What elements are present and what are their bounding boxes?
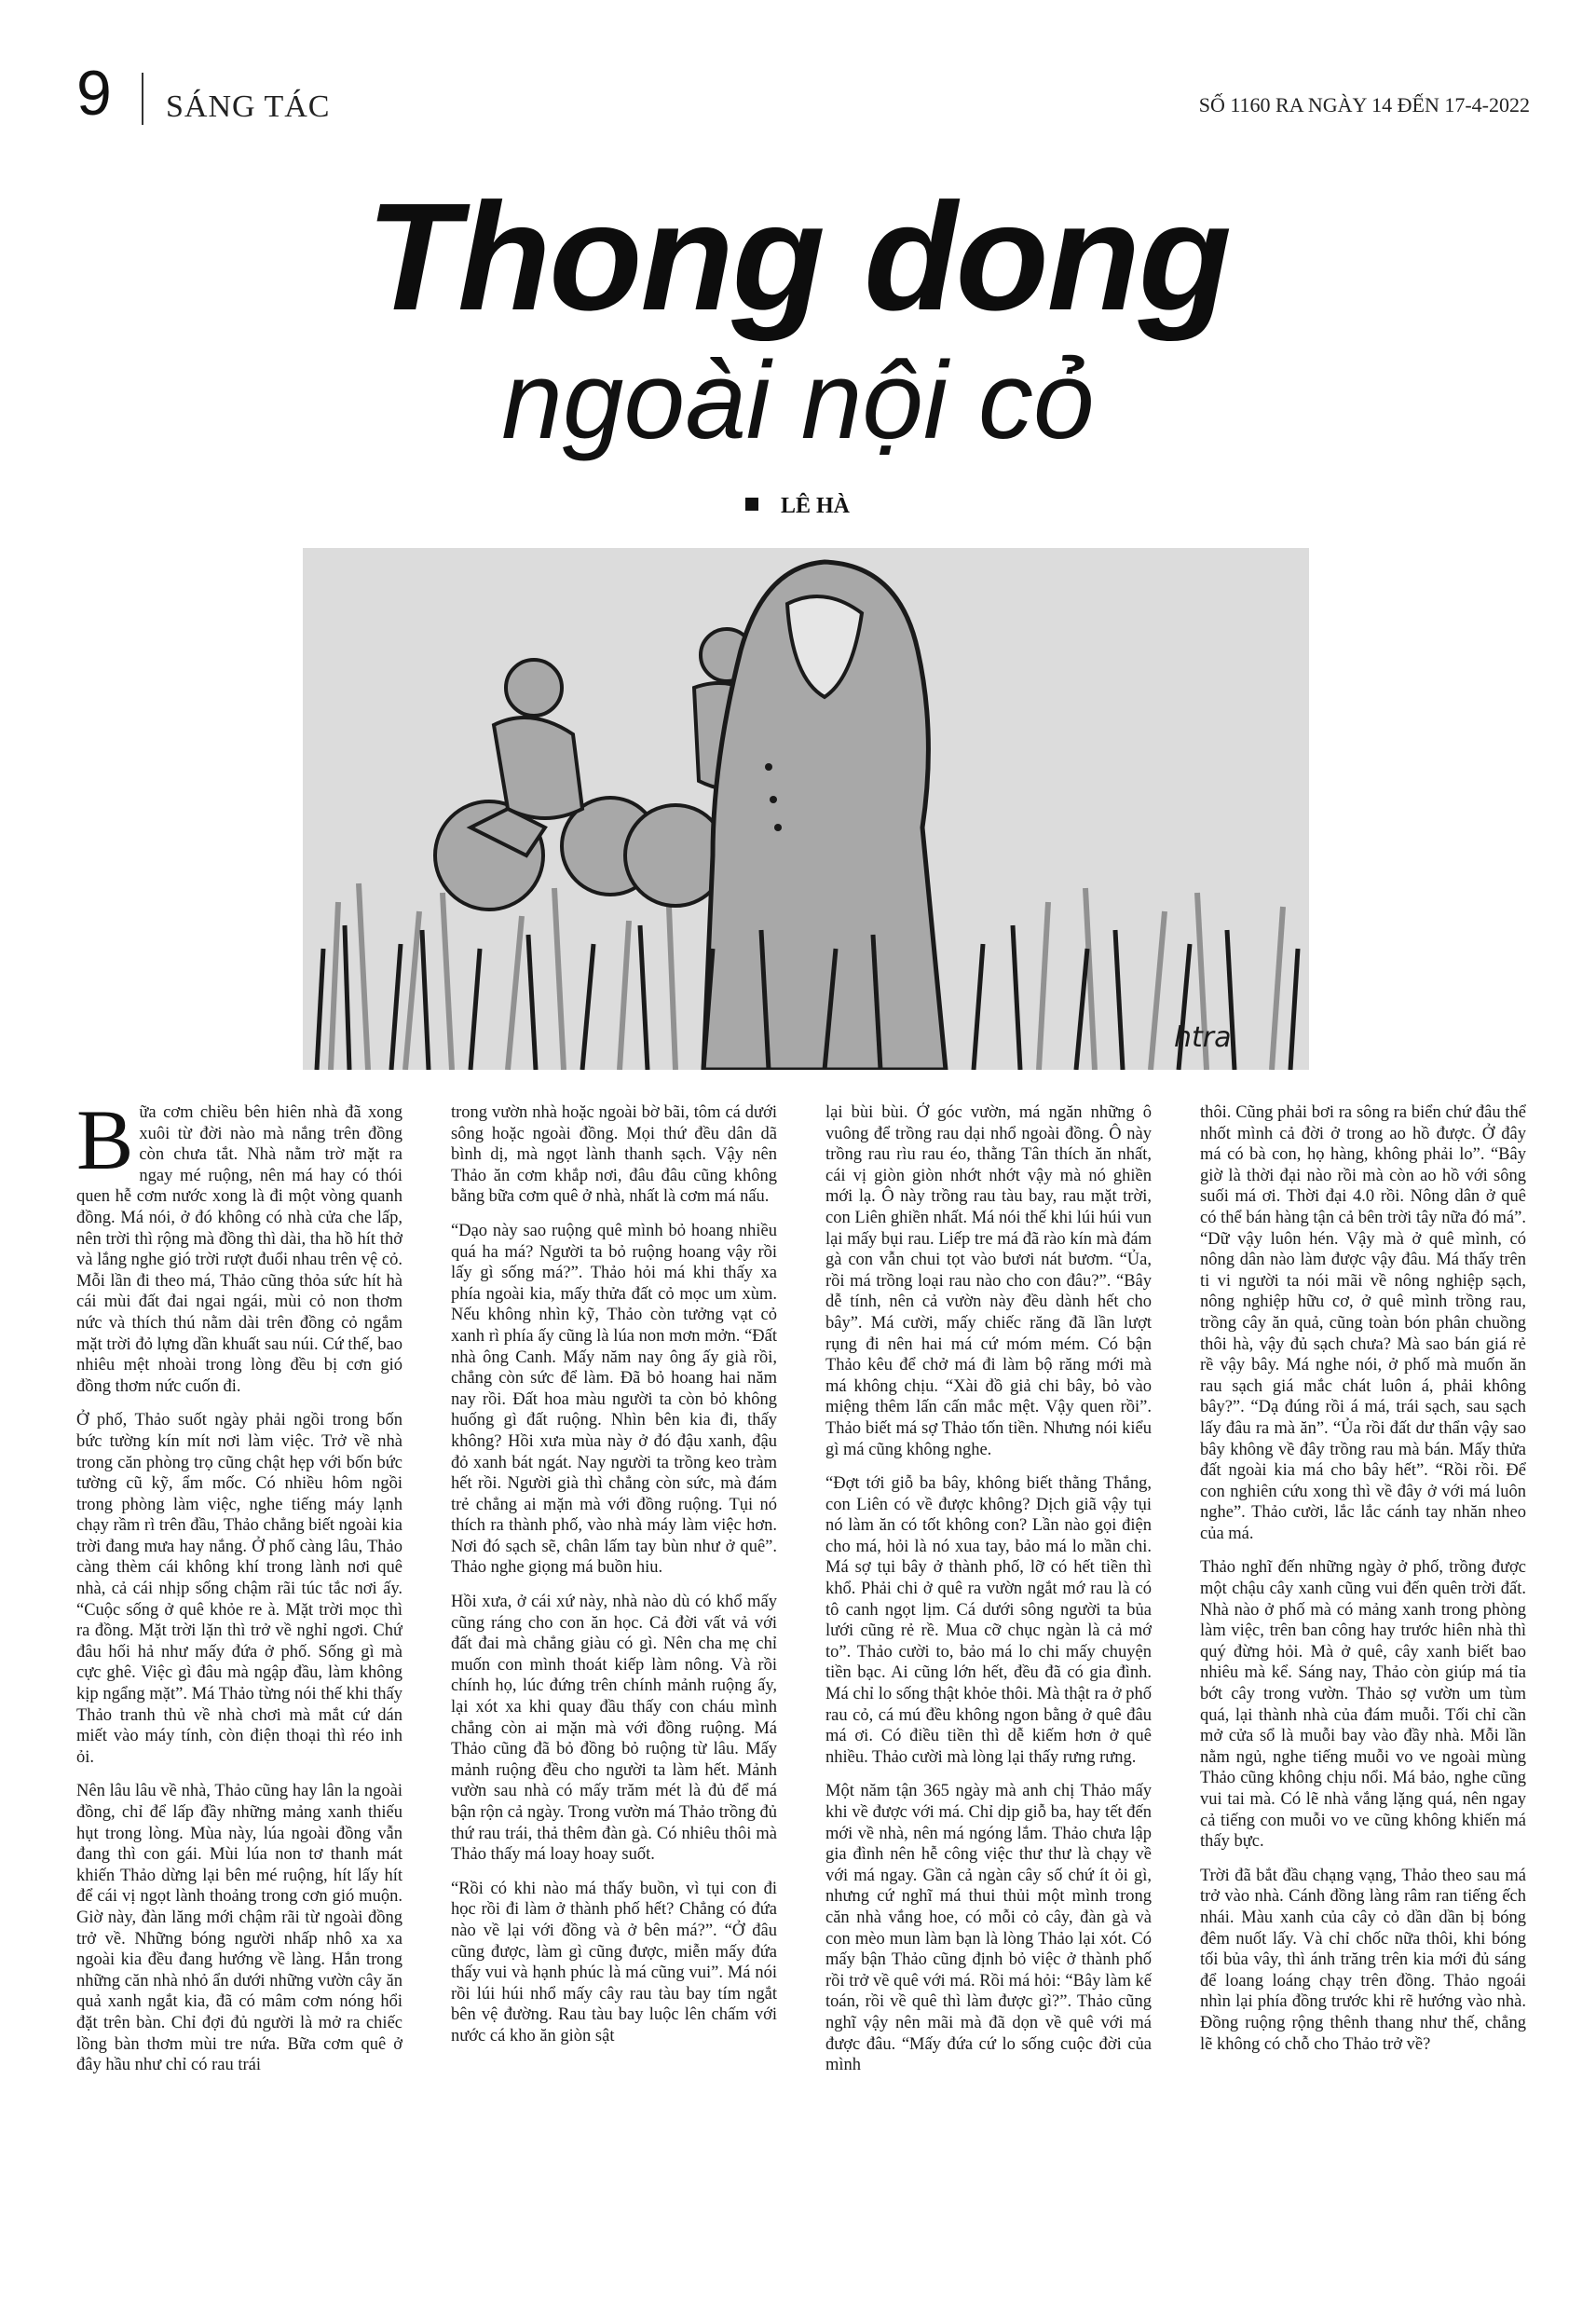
article-paragraph: Trời đã bắt đầu chạng vạng, Thảo theo sau má trở vào nhà. Cánh đồng làng râm ran tiếng ếch nhái. Màu xanh của cây cỏ dần dần bị bóng đêm nuốt lấy. Và chỉ chốc nữa thôi, khi bóng tối bủa vây, thì ánh trăng trên kia mới đủ sáng để loang loáng chạy trên đồng. Thảo ngoái nhìn lại phía đồng trước khi rẽ hướng vào nhà. Đồng ruộng rộng thênh thang như thế, chẳng lẽ không có chỗ cho Thảo trở về?	[1200, 1866, 1526, 2054]
page-header	[76, 56, 1530, 140]
article-paragraph: Thảo nghĩ đến những ngày ở phố, trồng được một chậu cây xanh cũng vui đến quên trời đất. Nhà nào ở phố mà có mảng xanh trong phòng làm việc, trên ban công hay trước hiên nhà thì quý đừng hỏi. Mà ở quê, cây xanh biết bao nhiêu mà kể. Sáng nay, Thảo còn giúp má tỉa bớt cây trong vườn. Thảo sợ vườn um tùm quá, lại thành nhà của đám muỗi. Tối chỉ cần mở cửa sổ là muỗi bay vào đầy nhà. Mỗi lần nằm ngủ, nghe tiếng muỗi vo ve ngoài mùng Thảo cũng không chịu nổi. Má bảo, nghe cũng vui tai mà. Có lẽ nhà vắng lặng quá, nên ngay cả tiếng con muỗi vo ve cũng không khiến má thấy bực.	[1200, 1558, 1526, 1852]
article-paragraph: “Đợt tới giỗ ba bây, không biết thằng Thắng, con Liên có về được không? Dịch giã vậy tụi nó làm ăn có tốt không con? Lần nào gọi điện cho má, hỏi là nó xua tay, bảo má lo mần chi. Má sợ tụi bây ở thành phố, lỡ có hết tiền thì khổ. Phải chi ở quê ra vườn ngắt mớ rau là có tô canh ngọt lịm. Cá dưới sông người ta bủa lưới cũng rẻ rề. Mua cỡ chục ngàn là cả mớ to”. Thảo cười to, bảo má lo chi mấy chuyện tiền bạc. Ai cũng lớn hết, đều đã có gia đình. Má chỉ lo sống thật khỏe thôi. Mà thật ra ở phố rau cỏ, cá mú đều không ngon bằng ở quê đâu má ơi. Có điều tiền thì dễ kiếm hơn ở quê nhiều. Thảo cười mà lòng lại thấy rưng rưng.	[825, 1474, 1152, 1767]
section-label: SÁNG TÁC	[166, 89, 331, 124]
author-name: LÊ HÀ	[781, 494, 851, 518]
page-number: 9	[76, 58, 112, 129]
article-column-1	[76, 1102, 402, 2305]
article-paragraph: “Dạo này sao ruộng quê mình bỏ hoang nhiều quá ha má? Người ta bỏ ruộng hoang vậy rồi lấy gì sống má?”. Thảo hỏi má khi thấy xa phía ngoài kia, mấy thửa đất cỏ mọc um xùm. Nếu không nhìn kỹ, Thảo còn tưởng vạt cỏ xanh rì phía ấy cũng là lúa non mơn mởn. “Đất nhà ông Canh. Mấy năm nay ông ấy già rồi, chẳng còn sức để làm. Đã bỏ hoang hai năm nay rồi. Đất hoa màu người ta còn bỏ không huống gì đất ruộng. Nhìn bên kia đi, thấy không? Hồi xưa mùa này ở đó đậu xanh, đậu đỏ xanh bát ngát. Nay người ta trồng keo tràm hết rồi. Người già thì chẳng còn sức, mà đám trẻ chẳng ai mặn mà với đồng ruộng. Tụi nó thích ra thành phố, vào nhà máy làm việc hơn. Nơi đó sạch sẽ, chân lấm tay bùn như ở quê”. Thảo nghe giọng má buồn hiu.	[451, 1221, 777, 1578]
article-body	[76, 1102, 1530, 2305]
author-byline	[745, 494, 850, 519]
article-title: Thong dong	[365, 171, 1231, 342]
article-column-4	[1200, 1102, 1526, 2305]
drop-cap: B	[76, 1102, 134, 1187]
article-paragraph: Ở phố, Thảo suốt ngày phải ngồi trong bốn bức tường kín mít nơi làm việc. Trở về nhà trong căn phòng trọ cũng chật hẹp với bốn bức tường cũ kỹ, ẩm mốc. Có nhiều hôm ngồi trong phòng làm việc, nghe tiếng máy lạnh chạy rầm rì trên đầu, Thảo chẳng biết ngoài kia trời đang mưa hay nắng. Ở phố càng lâu, Thảo càng thèm cái không khí trong lành nơi quê nhà, cả cái nhịp sống chậm rãi túc tắc nơi ấy. “Cuộc sống ở quê khỏe re à. Mặt trời mọc thì ra đồng. Mặt trời lặn thì trở về nghỉ ngơi. Chứ đâu hối hả như mấy đứa ở phố. Sống gì mà cực ghê. Việc gì đâu mà ngập đầu, làm không kịp ngẩng mặt”. Má Thảo từng nói thế khi thấy Thảo tranh thủ về nhà chơi mà mắt cứ dán miết vào máy tính, còn điện thoại thì réo inh ỏi.	[76, 1411, 402, 1767]
article-paragraph: lại bùi bùi. Ở góc vườn, má ngăn những ô vuông để trồng rau dại nhổ ngoài đồng. Ô này trồng rau rìu rau éo, thằng Tân thích ăn nhất, cái vị giòn giòn nhớt nhớt vậy mà nó ghiền mới lạ. Ô này trồng rau tàu bay, rau mặt trời, con Liên ghiền nhất. Má nói thế khi lúi húi vun lại mấy bụi rau. Liếp tre má đã rào kín mà đám gà con vẫn chui tọt vào bươi nát bươm. “Ủa, rồi má trồng loại rau nào cho con đâu?”. “Bây dễ tính, nên cả vườn này đều dành hết cho bây”. Má cười, mấy chiếc răng đã lần lượt rụng đi nên hai má cứ móm mém. Có bận Thảo kêu để chở má đi làm bộ răng mới mà má không chịu. “Xài đồ giả chi bây, bỏ vào miệng thêm lấn cấn mắc mệt. Vậy quen rồi”. Thảo biết má sợ Thảo tốn tiền. Nhưng nói kiểu gì má cũng không nghe.	[825, 1103, 1152, 1459]
article-paragraph: trong vườn nhà hoặc ngoài bờ bãi, tôm cá dưới sông hoặc ngoài đồng. Mọi thứ đều dân dã bình dị, mà ngọt lành thanh sạch. Vậy nên Thảo ăn cơm khắp nơi, đâu đâu cũng không bằng bữa cơm quê ở nhà, nhất là cơm má nấu.	[451, 1103, 777, 1207]
article-paragraph: Hồi xưa, ở cái xứ này, nhà nào dù có khổ mấy cũng ráng cho con ăn học. Cả đời vất vả với đất đai mà chẳng giàu có gì. Nên cha mẹ chỉ muốn con mình thoát kiếp làm nông. Và rồi chính họ, lúc đứng trên chính mảnh ruộng ấy, lại xót xa khi quay đầu thấy con cháu mình chẳng còn ai mặn mà với đồng ruộng. Má Thảo cũng đã bỏ đồng bỏ ruộng từ lâu. Mấy mảnh ruộng đều cho người ta làm hết. Mảnh vườn sau nhà có mấy trăm mét là đủ để má bận rộn cả ngày. Trong vườn má Thảo trồng đủ thứ rau trái, thả thêm đàn gà. Có nhiêu thôi mà Thảo thấy má loay hoay suốt.	[451, 1593, 777, 1865]
header-divider	[142, 73, 143, 125]
article-paragraph: Bữa cơm chiều bên hiên nhà đã xong xuôi từ đời nào mà nắng trên đồng còn chưa tắt. Nhà nằm trờ mặt ra ngay mé ruộng, nên má hay có thói quen hễ cơm nước xong là đi một vòng quanh đồng. Má nói, ở đó không có nhà cửa che lấp, nên trời thì rộng mà đồng thì dài, tha hồ hít thở và lắng nghe gió trời rượt đuổi nhau trên vệ cỏ. Mỗi lần đi theo má, Thảo cũng thỏa sức hít hà cái mùi đất đai ngai ngái, mùi cỏ non thơm nức và thích thú nằm dài trên đồng cỏ ngắm mặt trời đỏ lựng dần khuất sau núi. Cứ thế, bao nhiêu mệt nhoài trong lòng đều bị cơn gió đồng thơm nức cuốn đi.	[76, 1102, 402, 1396]
article-subtitle: ngoài nội cỏ	[501, 339, 1095, 462]
issue-info: SỐ 1160 RA NGÀY 14 ĐẾN 17-4-2022	[1198, 93, 1530, 116]
article-paragraph: Một năm tận 365 ngày mà anh chị Thảo mấy khi về được với má. Chỉ dịp giỗ ba, hay tết đến mới về nhà, nên má ngóng lắm. Thảo chưa lập gia đình nên hễ công việc thư thư là chạy về với má ngay. Gần cả ngàn cây số chứ ít ỏi gì, nhưng cứ nghĩ má thui thủi một mình trong căn nhà vắng hoe, có mỗi cỏ cây, đàn gà và con mèo mun làm bạn là lòng Thảo lại xót. Có mấy bận Thảo cũng định bỏ việc ở thành phố rồi trở về quê với má. Rồi má hỏi: “Bây làm kế toán, rồi về quê thì làm được gì?”. Thảo cũng nghĩ vậy nên mãi mà đã dọn về quê với má được đâu. “Mấy đứa cứ lo sống cuộc đời của mình	[825, 1782, 1152, 2075]
article-column-3	[825, 1102, 1152, 2305]
article-paragraph: Nên lâu lâu về nhà, Thảo cũng hay lân la ngoài đồng, chỉ để lấp đầy những mảng xanh thiếu hụt trong lòng. Mùa này, lúa ngoài đồng vẫn đang thì con gái. Mùi lúa non tơ thanh mát khiến Thảo dừng lại bên mé ruộng, hít lấy hít để cái vị ngọt lành thoảng trong cơn gió muộn. Giờ này, đàn lăng mới chậm rãi từ ngoài đồng trở về. Những bóng người nhấp nhô xa xa ngoài kia đều đang hướng về làng. Hắn trong những căn nhà nhỏ ẩn dưới những vườn cây ăn quả xanh ngắt kia, đã có mâm cơm nóng hổi đặt trên bàn. Chỉ đợi đủ người là mở ra chiếc lồng bàn thơm mùi tre nứa. Bữa cơm quê ở đây hầu như chỉ có rau trái	[76, 1782, 402, 2075]
byline-square-icon	[745, 498, 758, 511]
article-illustration	[303, 548, 1309, 1070]
illustration-signature: htra	[1174, 1021, 1232, 1054]
article-column-2	[451, 1102, 777, 2305]
article-paragraph: thôi. Cũng phải bơi ra sông ra biển chứ đâu thể nhốt mình cả đời ở trong ao hồ được. Ở đây má có bà con, họ hàng, không phải lo”. “Bây giờ là thời đại nào rồi mà còn ao hồ với sông suối má ơi. Thời đại 4.0 rồi. Nông dân ở quê có thể bán hàng tận cả bên trời tây nữa đó má”. “Dữ vậy luôn hén. Vậy mà ở quê mình, có nông dân nào làm được vậy đâu. Má thấy trên ti vi người ta nói mãi về nông nghiệp sạch, nông nghiệp hữu cơ, ở quê mình trồng rau, trồng cây ăn quả, cũng toàn bón phân chuồng thôi hà, vậy đủ sạch chưa? Mà sao bán giá rẻ rề vậy bây. Má nghe nói, ở phố mà muốn ăn rau sạch giá mắc chát luôn á, phải không bây?”. “Dạ đúng rồi á má, trái sạch, sau sạch lấy đâu ra mà ăn”. “Ủa rồi đất dư thẩn vậy sao bây không về đây trồng rau mà bán. Mấy thửa đất ngoài kia má cho bây hết”. “Rồi rồi. Để con nghiên cứu xong thì về đây ở với má luôn nghe”. Thảo cười, lắc lắc cánh tay nhăn nheo của má.	[1200, 1103, 1526, 1543]
article-paragraph: “Rồi có khi nào má thấy buồn, vì tụi con đi học rồi đi làm ở thành phố hết? Chẳng có đứa nào về lại với đồng và ở bên má?”. “Ở đâu cũng được, làm gì cũng được, miễn mấy đứa thấy vui và hạnh phúc là má cũng vui”. Má nói rồi lúi húi nhổ mấy cây rau tàu bay tím ngắt bên vệ đường. Rau tàu bay luộc lên chấm với nước cá kho ăn giòn sật	[451, 1879, 777, 2045]
